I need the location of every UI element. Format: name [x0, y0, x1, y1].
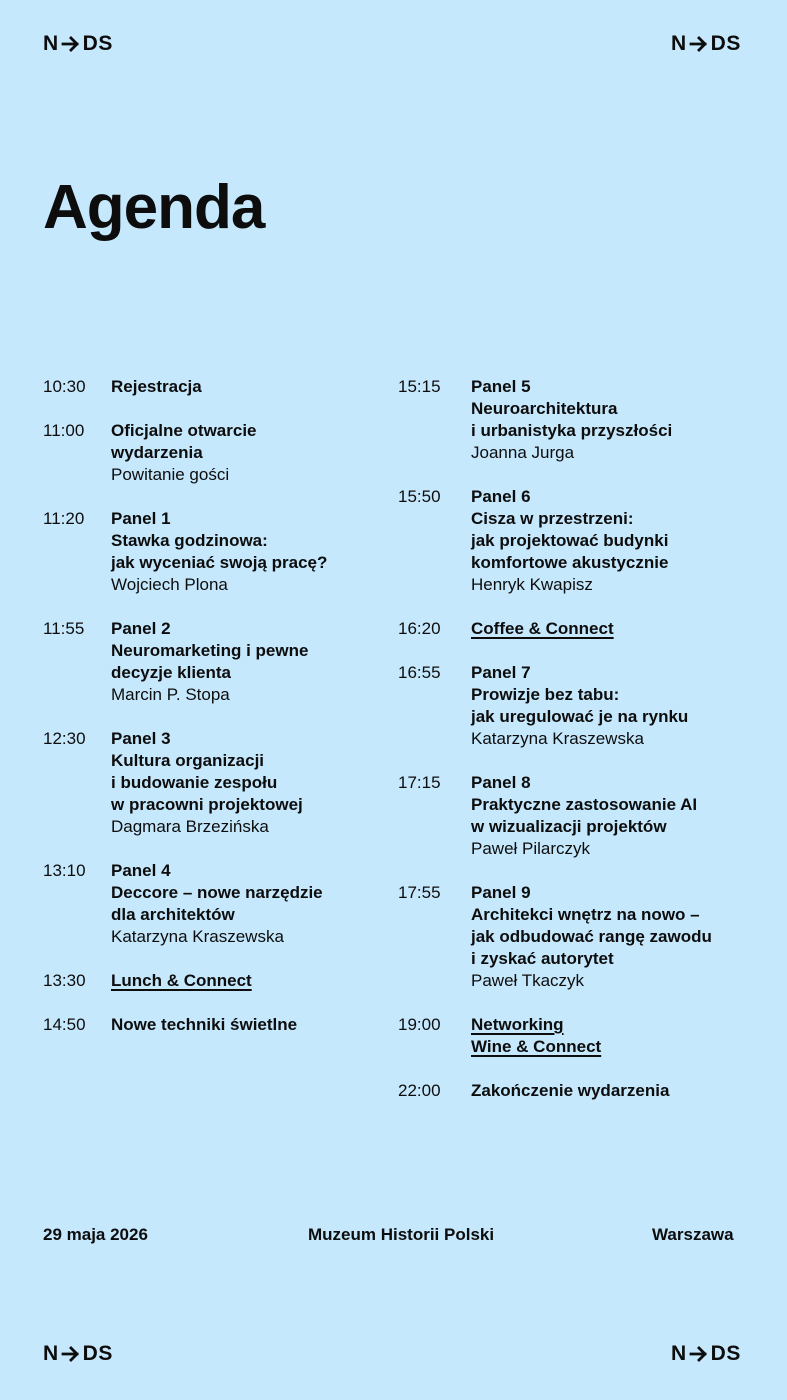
event-venue: Muzeum Historii Polski [308, 1225, 495, 1244]
agenda-speaker: Paweł Pilarczyk [471, 839, 591, 858]
agenda-body [471, 486, 758, 596]
agenda-link-line[interactable]: Wine & Connect [471, 1037, 602, 1056]
logo-text-n: N [671, 32, 687, 55]
agenda-speaker: Katarzyna Kraszewska [471, 729, 644, 748]
agenda-time: 17:15 [398, 773, 441, 792]
agenda-body [111, 376, 373, 398]
agenda-time: 19:00 [398, 1015, 441, 1034]
agenda-time: 13:10 [43, 861, 86, 880]
agenda-item [43, 728, 373, 838]
agenda-link-title[interactable] [471, 618, 758, 640]
agenda-title: Oficjalne otwarcie wydarzenia [111, 421, 257, 462]
logo-text-ds: DS [82, 1342, 113, 1365]
logo-bottom-left [43, 1342, 113, 1366]
agenda-title: Panel 9 [471, 883, 531, 902]
agenda-time: 14:50 [43, 1015, 86, 1034]
arrow-right-icon [61, 1344, 81, 1364]
agenda-time: 17:55 [398, 883, 441, 902]
agenda-body [471, 1080, 758, 1102]
agenda-title: Panel 3 [111, 729, 171, 748]
agenda-subtitle: Kultura organizacji i budowanie zespołu w pracowni projektowej [111, 751, 303, 814]
agenda-speaker: Powitanie gości [111, 465, 230, 484]
agenda-item [398, 1080, 758, 1102]
agenda-subtitle: Stawka godzinowa: jak wyceniać swoją pracę? [111, 531, 328, 572]
agenda-item [43, 420, 373, 486]
agenda-subtitle: Deccore – nowe narzędzie dla architektów [111, 883, 323, 924]
agenda-body [471, 772, 758, 860]
agenda-body [111, 970, 373, 992]
agenda-time: 11:55 [43, 619, 85, 638]
agenda-item [43, 618, 373, 706]
agenda-body [471, 618, 758, 640]
agenda-body [111, 618, 373, 706]
arrow-right-icon [61, 34, 81, 54]
logo-text-ds: DS [710, 1342, 741, 1365]
agenda-item [43, 376, 373, 398]
agenda-link-line[interactable]: Coffee & Connect [471, 619, 614, 638]
logo-top-right [671, 32, 741, 56]
page-title: Agenda [43, 173, 265, 242]
agenda-body [471, 662, 758, 750]
agenda-speaker: Katarzyna Kraszewska [111, 927, 284, 946]
agenda-link-title[interactable] [111, 970, 373, 992]
agenda-title: Panel 4 [111, 861, 171, 880]
agenda-item [398, 618, 758, 640]
agenda-body [471, 1014, 758, 1058]
agenda-body [111, 728, 373, 838]
agenda-column-left [43, 376, 373, 1058]
agenda-subtitle: Prowizje bez tabu: jak uregulować je na rynku [471, 685, 689, 726]
agenda-title: Zakończenie wydarzenia [471, 1081, 670, 1100]
event-city: Warszawa [652, 1225, 734, 1244]
agenda-speaker: Paweł Tkaczyk [471, 971, 585, 990]
agenda-speaker: Wojciech Plona [111, 575, 228, 594]
agenda-body [471, 882, 758, 992]
agenda-column-right [398, 376, 758, 1124]
agenda-item [398, 1014, 758, 1058]
agenda-body [111, 860, 373, 948]
agenda-title: Panel 5 [471, 377, 531, 396]
logo-text-n: N [43, 1342, 59, 1365]
agenda-time: 11:20 [43, 509, 85, 528]
agenda-title: Panel 2 [111, 619, 171, 638]
agenda-time: 15:50 [398, 487, 441, 506]
logo-text-n: N [43, 32, 59, 55]
logo-bottom-right [671, 1342, 741, 1366]
agenda-item [43, 508, 373, 596]
arrow-right-icon [689, 34, 709, 54]
agenda-time: 13:30 [43, 971, 86, 990]
logo-text-n: N [671, 1342, 687, 1365]
agenda-body [111, 508, 373, 596]
agenda-body [111, 420, 373, 486]
agenda-speaker: Henryk Kwapisz [471, 575, 593, 594]
agenda-time: 12:30 [43, 729, 86, 748]
agenda-item [43, 1014, 373, 1036]
agenda-subtitle: Praktyczne zastosowanie AI w wizualizacji projektów [471, 795, 698, 836]
agenda-item [43, 860, 373, 948]
agenda-subtitle: Neuroarchitektura i urbanistyka przyszłości [471, 399, 673, 440]
agenda-link-line[interactable]: Lunch & Connect [111, 971, 252, 990]
agenda-item [398, 376, 758, 464]
agenda-title: Panel 1 [111, 509, 171, 528]
agenda-subtitle: Neuromarketing i pewne decyzje klienta [111, 641, 309, 682]
logo-text-ds: DS [710, 32, 741, 55]
agenda-body [471, 376, 758, 464]
agenda-speaker: Dagmara Brzezińska [111, 817, 269, 836]
event-date: 29 maja 2026 [43, 1225, 148, 1244]
agenda-subtitle: Cisza w przestrzeni: jak projektować budynki komfortowe akustycznie [471, 509, 669, 572]
agenda-time: 15:15 [398, 377, 441, 396]
agenda-subtitle: Architekci wnętrz na nowo – jak odbudować rangę zawodu i zyskać autorytet [471, 905, 712, 968]
logo-top-left [43, 32, 113, 56]
agenda-title: Panel 7 [471, 663, 531, 682]
agenda-item [43, 970, 373, 992]
agenda-time: 11:00 [43, 421, 85, 440]
agenda-item [398, 772, 758, 860]
agenda-time: 16:20 [398, 619, 441, 638]
agenda-time: 10:30 [43, 377, 86, 396]
agenda-link-title[interactable] [471, 1014, 758, 1058]
agenda-item [398, 486, 758, 596]
arrow-right-icon [689, 1344, 709, 1364]
agenda-body [111, 1014, 373, 1036]
agenda-title: Panel 8 [471, 773, 531, 792]
agenda-title: Nowe techniki świetlne [111, 1015, 298, 1034]
agenda-item [398, 882, 758, 992]
agenda-speaker: Joanna Jurga [471, 443, 575, 462]
agenda-item [398, 662, 758, 750]
agenda-time: 22:00 [398, 1081, 441, 1100]
logo-text-ds: DS [82, 32, 113, 55]
agenda-title: Panel 6 [471, 487, 531, 506]
agenda-time: 16:55 [398, 663, 441, 682]
agenda-speaker: Marcin P. Stopa [111, 685, 230, 704]
agenda-title: Rejestracja [111, 377, 202, 396]
agenda-link-line[interactable]: Networking [471, 1015, 564, 1034]
